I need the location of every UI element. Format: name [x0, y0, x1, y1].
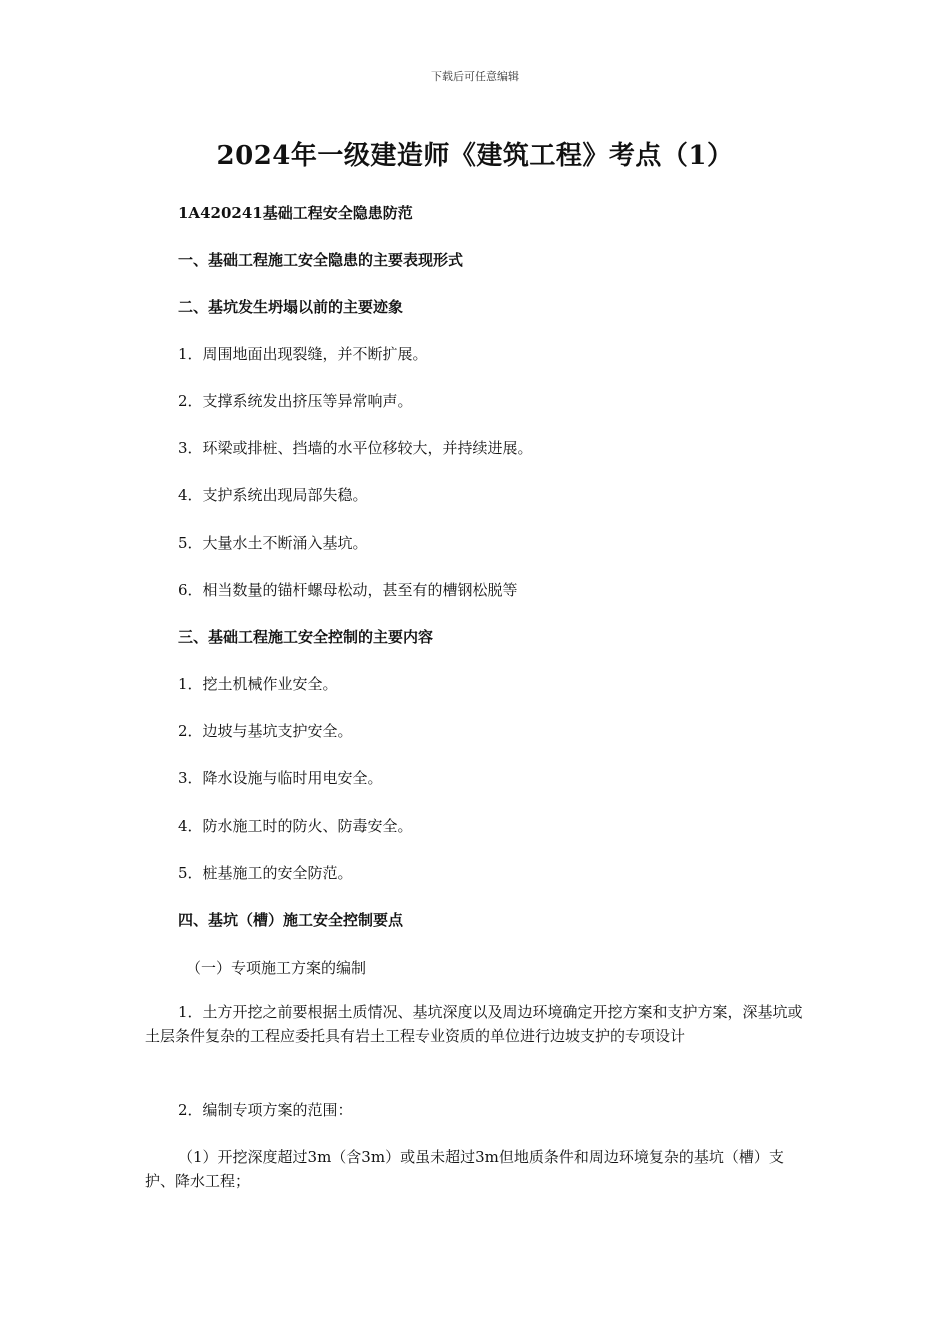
code-heading: 1A420241基础工程安全隐患防范 — [178, 204, 413, 222]
section2-item: 2．支撑系统发出挤压等异常响声。 — [178, 392, 413, 410]
section2-item: 3．环梁或排桩、挡墙的水平位移较大，并持续进展。 — [178, 439, 533, 457]
section2-item: 5．大量水土不断涌入基坑。 — [178, 534, 368, 552]
paragraph: （1）开挖深度超过3m（含3m）或虽未超过3m但地质条件和周边环境复杂的基坑（槽）支护、降水工程； — [145, 1148, 784, 1190]
section2-item: 6．相当数量的锚杆螺母松动，甚至有的槽钢松脱等 — [178, 581, 518, 599]
section2-item: 1．周围地面出现裂缝，并不断扩展。 — [178, 345, 428, 363]
section4-heading: 四、基坑（槽）施工安全控制要点 — [178, 911, 404, 929]
section3-heading: 三、基础工程施工安全控制的主要内容 — [178, 628, 434, 646]
section3-item: 5．桩基施工的安全防范。 — [178, 864, 353, 882]
paragraph: 2．编制专项方案的范围： — [178, 1101, 353, 1119]
section2-item: 4．支护系统出现局部失稳。 — [178, 486, 368, 504]
section4-subheading: （一）专项施工方案的编制 — [186, 959, 367, 977]
section3-item: 2．边坡与基坑支护安全。 — [178, 722, 353, 740]
section3-item: 1．挖土机械作业安全。 — [178, 675, 338, 693]
section1-heading: 一、基础工程施工安全隐患的主要表现形式 — [178, 251, 464, 269]
section2-heading: 二、基坑发生坍塌以前的主要迹象 — [178, 298, 404, 316]
document-title: 2024年一级建造师《建筑工程》考点（1） — [216, 141, 734, 171]
section3-item: 4．防水施工时的防火、防毒安全。 — [178, 817, 413, 835]
paragraph: 1．土方开挖之前要根据土质情况、基坑深度以及周边环境确定开挖方案和支护方案，深基坑或土层条件复杂的工程应委托具有岩土工程专业资质的单位进行边坡支护的专项设计 — [145, 1003, 803, 1045]
header-note: 下载后可任意编辑 — [431, 70, 519, 83]
section3-item: 3．降水设施与临时用电安全。 — [178, 769, 383, 787]
